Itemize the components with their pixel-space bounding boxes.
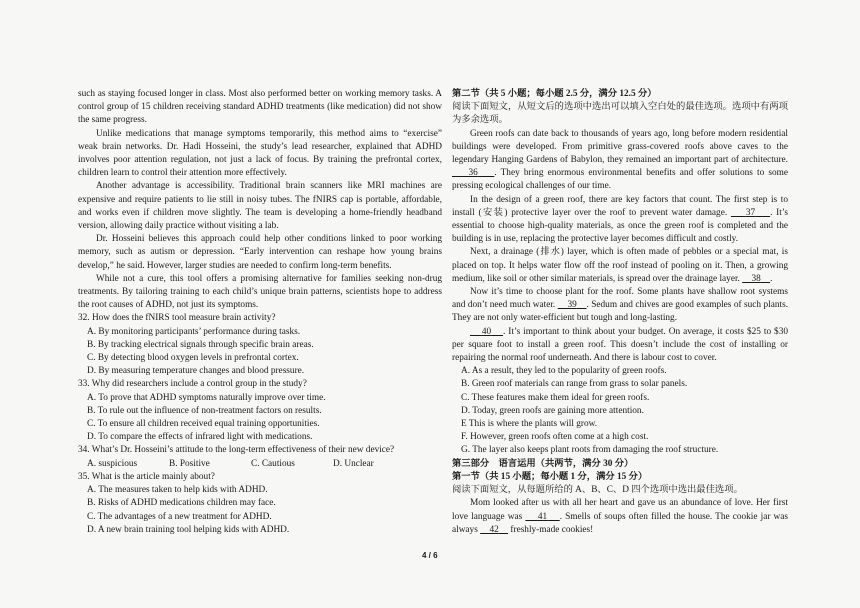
option: F. However, green roofs often come at a high cost. — [461, 432, 649, 443]
option: D. A new brain training tool helping kids with ADHD. — [87, 524, 290, 535]
right-column — [452, 88, 788, 537]
blank-38: 38 — [751, 273, 761, 284]
page-number: 4 / 6 — [422, 551, 438, 560]
blank-40: 40 — [481, 326, 492, 337]
left-column — [78, 88, 442, 537]
paragraph: such as staying focused longer in class. Most also performed better on working memory tasks. A control group of 15 children receiving standard ADHD treatments (like medication) did not show the same progress. — [78, 89, 442, 126]
paragraph: Green roofs can date back to thousands of years ago, long before modern residential buildings were developed. From primitive grass-covered roofs above caves to the legendary Hanging Gardens of Babylon, they remained an important part of architecture. 36 . They bring enormous environmental benefits and offer solutions to some pressing ecological challenges of our time. — [452, 128, 789, 192]
section-instructions: 阅读下面短文，从每题所给的 A、B、C、D 四个选项中选出最佳选项。 — [452, 485, 743, 496]
blank-39: 39 — [567, 300, 577, 311]
paragraph: Now it’s time to choose plant for the roof. Some plants have shallow root systems and don’t need much water. 39 . Sedum and chives are good examples of such plants. They are not only water-efficient but tough and long-lasting. — [452, 287, 789, 324]
option: A. As a result, they led to the popularity of green roofs. — [461, 366, 667, 377]
blank-36: 36 — [468, 168, 478, 179]
blank-41: 41 — [537, 511, 548, 522]
option: C. These features make them ideal for green roofs. — [461, 392, 650, 403]
option: B. To rule out the influence of non-treatment factors on results. — [87, 405, 322, 416]
option: D. Today, green roofs are gaining more attention. — [461, 405, 644, 416]
paragraph: 40 . It’s important to think about your budget. On average, it costs $25 to $30 per square foot to install a green roof. This doesn’t include the cost of installing or repairing the normal roof underneath. And there is labour cost to cover. — [452, 326, 788, 364]
option: E This is where the plants will grow. — [461, 419, 598, 430]
section-instructions: 阅读下面短文，从短文后的选项中选出可以填入空白处的最佳选项。选项中有两项为多余选项。 — [452, 102, 788, 126]
option: G. The layer also keeps plant roots from damaging the roof structure. — [461, 445, 719, 456]
option: A. The measures taken to help kids with ADHD. — [87, 485, 268, 496]
option: D. Unclear — [333, 458, 374, 469]
section-title: 第一节（共 15 小题；每小题 1 分，满分 15 分） — [452, 471, 648, 482]
question-32: 32. How does the fNIRS tool measure brain activity? — [78, 313, 276, 324]
option: A. By monitoring participants’ performance during tasks. — [87, 326, 301, 337]
option: A. suspicious — [87, 458, 138, 469]
option: C. To ensure all children received equal training opportunities. — [87, 419, 320, 430]
option: D. To compare the effects of infrared light with medications. — [87, 432, 313, 443]
option: A. To prove that ADHD symptoms naturally improve over time. — [87, 392, 326, 403]
paragraph: Mom looked after us with all her heart and gave us an abundance of love. Her first love language was 41 . Smells of soups often filled the house. The cookie jar was always 42 freshly-made cookies! — [452, 498, 789, 535]
question-33: 33. Why did researchers include a control group in the study? — [78, 379, 307, 390]
paragraph: In the design of a green roof, there are key factors that count. The first step is to install (安装) protective layer over the roof to prevent water damage. 37 . It’s essential to choose high-quality materials, as once the green roof is completed and the building is in use, replacing the protective layer becomes difficult and costly. — [452, 194, 789, 245]
paragraph: Unlike medications that manage symptoms temporarily, this method aims to “exercise” weak brain networks. Dr. Hadi Hosseini, the study’s lead researcher, explained that ADHD involves poor attention regulation, not just a lack of focus. By training the prefrontal cortex, children learn to control their attention more effectively. — [78, 128, 442, 179]
option: C. The advantages of a new treatment for ADHD. — [87, 511, 272, 522]
paragraph: Another advantage is accessibility. Traditional brain scanners like MRI machines are expensive and require patients to lie still in noisy tubes. The fNIRS cap is portable, affordable, and works even if children move slightly. The team is developing a home-friendly headband version, allowing daily practice without visiting a lab. — [78, 181, 442, 232]
paragraph: While not a cure, this tool offers a promising alternative for families seeking non-drug treatments. By tailoring training to each child’s unique brain patterns, scientists hope to address the root causes of ADHD, not just its symptoms. — [78, 273, 442, 311]
option-row — [78, 458, 442, 471]
option: B. Green roof materials can range from grass to solar panels. — [461, 379, 688, 390]
section-title: 第二节（共 5 小题；每小题 2.5 分，满分 12.5 分） — [452, 89, 657, 99]
blank-42: 42 — [489, 524, 499, 535]
option: B. Risks of ADHD medications children may face. — [87, 498, 276, 509]
blank-37: 37 — [745, 207, 756, 218]
option: C. Cautious — [251, 458, 295, 469]
paragraph: Dr. Hosseini believes this approach could help other conditions linked to poor working memory, such as autism or depression. “Early intervention can reshape how young brains develop,” he said. However, larger studies are needed to confirm long-term benefits. — [78, 234, 442, 271]
question-34: 34. What’s Dr. Hosseini’s attitude to the long-term effectiveness of their new device? — [78, 445, 395, 456]
option: B. Positive — [169, 458, 210, 469]
paragraph: Next, a drainage (排水) layer, which is often made of pebbles or a special mat, is placed on top. It helps water flow off the roof instead of pooling on it. Then, a growing medium, like soil or other similar materials, is spread over the drainage layer. 38 . — [452, 247, 788, 284]
option: D. By measuring temperature changes and blood pressure. — [87, 366, 305, 377]
option: B. By tracking electrical signals through specific brain areas. — [87, 339, 314, 350]
option: C. By detecting blood oxygen levels in prefrontal cortex. — [87, 353, 299, 364]
question-35: 35. What is the article mainly about? — [78, 471, 215, 482]
part-title: 第三部分 语言运用（共两节，满分 30 分） — [452, 458, 634, 469]
